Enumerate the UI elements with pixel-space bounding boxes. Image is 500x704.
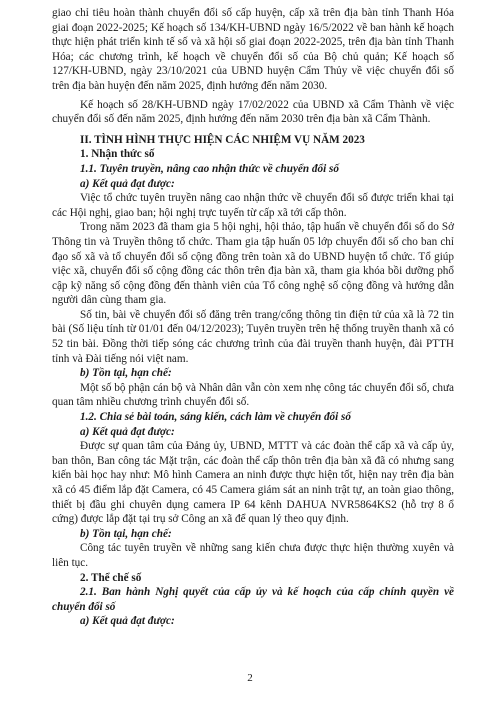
- heading-1-2: 1.2. Chia sẻ bài toán, sáng kiến, cách làm về chuyển đổi số: [80, 411, 351, 424]
- heading-results-2-1: a) Kết quả đạt được:: [80, 615, 175, 628]
- paragraph-news-count: Số tin, bài về chuyển đổi số đăng trên trang/cổng thông tin điện tử của xã là 72 tin bài (Số liệu tính từ 01/01 đến 04/12/2023); Tuyên truyền trên hệ thống truyền thanh xã có 52 tin bài. Đồng thời tiếp sóng các chương trình của đài truyền thanh huyện, đài PTTH tỉnh và Đài tiếng nói việt nam.: [52, 308, 454, 365]
- heading-2-1: 2.1. Ban hành Nghị quyết của cấp ủy và kế hoạch của cấp chính quyền về chuyển đổi số: [52, 586, 454, 613]
- heading-limitations-1-2: b) Tồn tại, hạn chế:: [80, 527, 172, 540]
- heading-digital-awareness: 1. Nhận thức số: [80, 148, 155, 161]
- paragraph-limitations-1-2: Công tác tuyên truyền về những sang kiến chưa được thực hiện thường xuyên và liên tục.: [52, 542, 454, 569]
- section-heading-ii: II. TÌNH HÌNH THỰC HIỆN CÁC NHIỆM VỤ NĂM 2023: [80, 133, 365, 146]
- paragraph-propaganda: Việc tổ chức tuyên truyền nâng cao nhận thức về chuyển đổi số được triển khai tại các Hội nghị, giao ban; hội nghị trực tuyến từ cấp xã tới cấp thôn.: [52, 192, 454, 219]
- page-number: 2: [247, 672, 253, 685]
- heading-limitations-1-1: b) Tồn tại, hạn chế:: [80, 367, 172, 380]
- paragraph-camera-model: Được sự quan tâm của Đảng ủy, UBND, MTTT và các đoàn thể cấp xã và cấp ủy, ban thôn, Ban công tác Mặt trận, các đoàn thể cấp thôn trên địa bàn xã đã có nhưng sang kiến bài học hay như: Mô hình Camera an ninh được thực hiện tốt, hiện nay trên địa bàn xã có 45 điểm lắp đặt Camera, có 45 Camera giám sát an ninh trật tự, an toàn giao thông, thiết bị đầu ghi chuyên dụng camera IP 64 kênh DAHUA NVR5864KS2 (hỗ trợ 8 ổ cứng) được lắp đặt tại trụ sở Công an xã để quan lý theo quy định.: [52, 440, 454, 526]
- heading-results-1-2: a) Kết quả đạt được:: [80, 425, 175, 438]
- heading-results-1-1: a) Kết quả đạt được:: [80, 177, 175, 190]
- paragraph-limitations-1-1: Một số bộ phận cán bộ và Nhân dân vẫn còn xem nhẹ công tác chuyển đổi số, chưa quan tâm nhiều chương trình chuyển đổi số.: [52, 381, 454, 409]
- paragraph-training-2023: Trong năm 2023 đã tham gia 5 hội nghị, hội thảo, tập huấn về chuyển đổi số do Sở Thông tin và Truyền thông tổ chức. Tham gia tập huấn 05 lớp chuyển đổi số cho ban chỉ đạo số xã và tổ chuyển đổi số cộng đồng trên toàn xã do UBND huyện tổ chức. Tổ giúp việc xã, chuyển đổi số cộng đồng các thôn trên địa bàn xã, tham gia khóa bồi dưỡng phổ cập kỹ năng số cộng đồng đến thành viên của Tổ công nghệ số cộng đồng và hướng dẫn người dân cùng tham gia.: [52, 221, 454, 307]
- paragraph-plan-28: Kế hoạch số 28/KH-UBND ngày 17/02/2022 của UBND xã Cẩm Thành về việc chuyển đổi số đến năm 2025, định hướng đến năm 2030 trên địa bàn xã Cẩm Thành.: [52, 98, 454, 126]
- heading-1-1: 1.1. Tuyên truyền, nâng cao nhận thức về chuyển đổi số: [80, 162, 339, 175]
- paragraph-intro-continued: giao chỉ tiêu hoàn thành chuyển đổi số cấp huyện, cấp xã trên địa bàn tỉnh Thanh Hóa giai đoạn 2022-2025; Kế hoạch số 134/KH-UBND ngày 16/5/2022 về ban hành kế hoạch thực hiện phát triển kinh tế số và xã hội số giai đoạn 2022-2025, trên địa bàn tỉnh Thanh Hóa; các chương trình, kế hoạch về chuyển đổi số của Bộ chủ quản; Kế hoạch số 127/KH-UBND, ngày 23/10/2021 của UBND huyện Cẩm Thủy về việc chuyển đổi số trên địa bàn huyện đến năm 2025, định hướng đến năm 2030.: [52, 7, 454, 92]
- heading-digital-institutions: 2. Thể chế số: [80, 571, 142, 584]
- document-body: [52, 6, 454, 629]
